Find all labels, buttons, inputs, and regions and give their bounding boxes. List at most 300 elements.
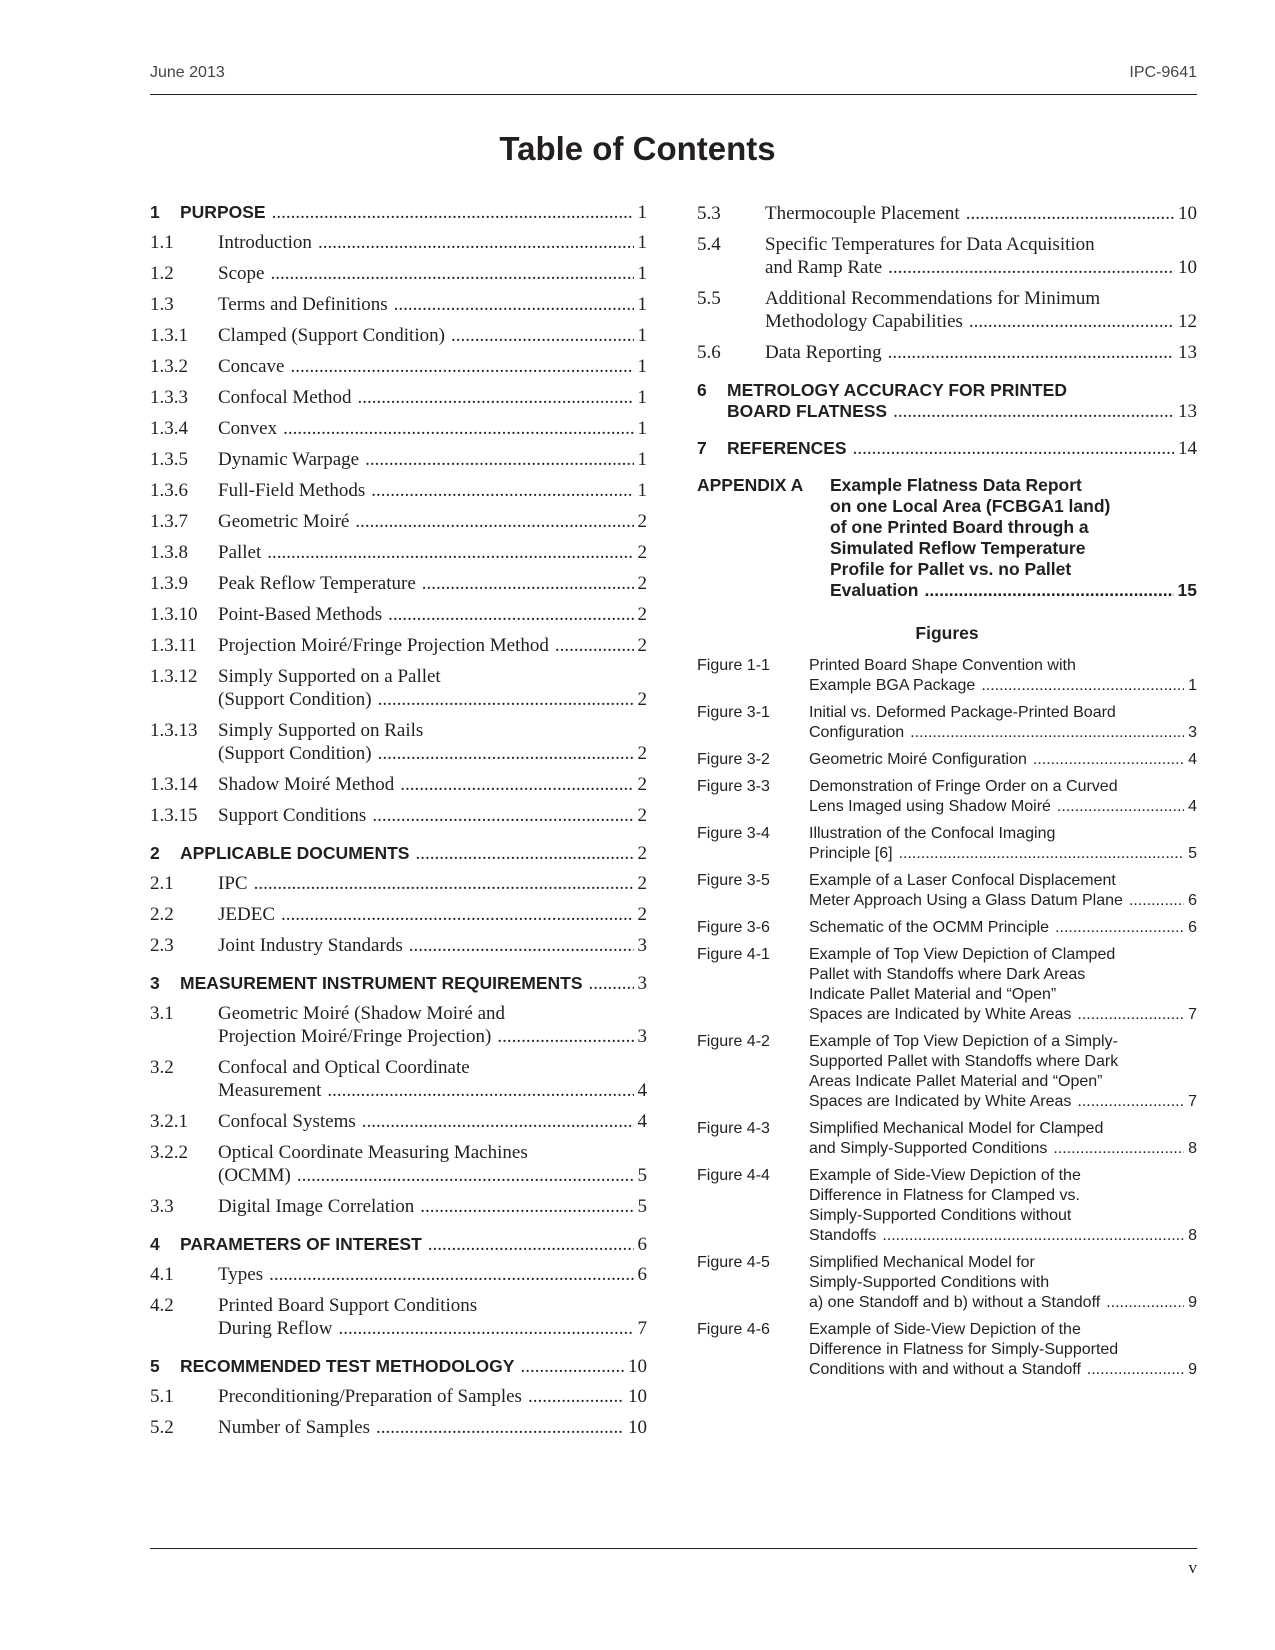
toc-entry-title: Illustration of the Confocal Imaging [809,825,1056,842]
dot-leader [290,355,633,378]
toc-entry-title: Example of a Laser Confocal Displacement [809,872,1116,889]
toc-entry[interactable] [697,1320,1197,1380]
toc-entry-title: MEASUREMENT INSTRUMENT REQUIREMENTS [180,973,583,993]
dot-leader [1077,1005,1184,1025]
toc-entry[interactable] [150,386,647,409]
toc-entry-page: 2 [637,774,647,795]
toc-entry-page: 2 [637,511,647,532]
toc-entry-title: Confocal and Optical Coordinate [218,1057,470,1078]
toc-entry-page: 3 [637,1026,647,1047]
toc-entry[interactable] [697,703,1197,743]
footer-rule [150,1548,1197,1549]
toc-entry-title: Number of Samples [218,1417,370,1438]
toc-entry-number: 1.3.8 [150,542,188,563]
toc-entry-title: of one Printed Board through a [830,517,1089,537]
toc-entry-number: Figure 3-6 [697,919,770,936]
toc-entry-number: 1.3.4 [150,418,188,439]
toc-entry-page: 1 [637,356,647,377]
toc-entry-page: 8 [1188,1140,1197,1157]
toc-entry[interactable] [697,918,1197,938]
toc-entry-title: Geometric Moiré Configuration [809,751,1027,768]
toc-entry-title: Spaces are Indicated by White Areas [809,1093,1072,1110]
toc-entry-number: 6 [697,380,707,400]
dot-leader [270,262,633,285]
toc-entry-number: Figure 3-2 [697,751,770,768]
toc-entry-page: 7 [1188,1006,1197,1023]
toc-entry-title: Confocal Systems [218,1111,356,1132]
toc-entry-page: 1 [637,263,647,284]
toc-entry-page: 2 [637,873,647,894]
toc-entry-page: 14 [1178,438,1197,459]
toc-entry[interactable] [150,355,647,378]
toc-entry[interactable] [697,287,1197,333]
toc-entry-number: Figure 4-6 [697,1321,770,1338]
toc-entry-number: Figure 4-3 [697,1120,770,1137]
toc-entry-number: Figure 4-2 [697,1033,770,1050]
toc-entry[interactable] [150,1263,647,1286]
toc-entry-title: Measurement [218,1080,322,1101]
toc-entry-number: 4.1 [150,1264,174,1285]
dot-leader [297,1164,634,1187]
dot-leader [283,417,633,440]
toc-entry-number: APPENDIX A [697,475,804,495]
toc-entry[interactable] [697,945,1197,1025]
toc-entry-number: 5 [150,1356,160,1376]
dot-leader [589,973,634,994]
toc-entry-number: 1.3.3 [150,387,188,408]
toc-entry-page: 1 [637,449,647,470]
dot-leader [555,634,634,657]
toc-entry-number: 1.3.15 [150,805,198,826]
toc-entry-title: Lens Imaged using Shadow Moiré [809,798,1051,815]
toc-entry-title: Example of Top View Depiction of Clamped [809,946,1116,963]
toc-entry-title: Geometric Moiré (Shadow Moiré and [218,1003,506,1024]
toc-entry-title: (Support Condition) [218,743,372,764]
dot-leader [372,804,633,827]
toc-entry-title: JEDEC [218,904,275,925]
toc-entry-number: 1.1 [150,232,174,253]
toc-entry-number: Figure 4-1 [697,946,770,963]
toc-entry-page: 2 [637,604,647,625]
dot-leader [365,448,633,471]
toc-entry-number: 2 [150,843,160,863]
toc-entry-title: Example Flatness Data Report [830,475,1082,495]
toc-entry-number: 5.2 [150,1417,174,1438]
toc-entry[interactable] [150,479,647,502]
toc-entry-page: 6 [1188,919,1197,936]
dot-leader [267,541,633,564]
toc-entry-title: Simply-Supported Conditions with [809,1274,1050,1291]
dot-leader [362,1110,634,1133]
toc-entry-title: and Simply-Supported Conditions [809,1140,1048,1157]
toc-entry-page: 2 [637,542,647,563]
dot-leader [339,1317,634,1340]
toc-entry-title: Simplified Mechanical Model for [809,1254,1035,1271]
toc-entry-title: Projection Moiré/Fringe Projection Method [218,635,549,656]
toc-entry[interactable] [697,1119,1197,1159]
toc-entry-page: 10 [628,1386,647,1407]
toc-entry-title: Principle [6] [809,845,893,862]
dot-leader [1057,797,1184,817]
dot-leader [981,676,1184,696]
dot-leader [388,603,633,626]
toc-entry-number: 7 [697,438,707,458]
toc-entry-title: Point-Based Methods [218,604,383,625]
toc-entry[interactable] [697,656,1197,696]
toc-entry[interactable] [697,777,1197,817]
toc-entry-title: Areas Indicate Pallet Material and “Open” [809,1073,1103,1090]
toc-entry-title: REFERENCES [727,438,847,458]
toc-entry-title: Support Conditions [218,805,367,826]
toc-entry-page: 4 [1188,798,1197,815]
toc-entry[interactable] [697,475,1197,601]
toc-entry-title: Data Reporting [765,342,882,363]
toc-entry-title: Example BGA Package [809,677,976,694]
toc-entry-title: Digital Image Correlation [218,1196,415,1217]
toc-entry[interactable] [150,603,647,626]
toc-entry[interactable] [150,572,647,595]
toc-entry[interactable] [150,1416,647,1439]
toc-entry[interactable] [697,1253,1197,1313]
toc-entry-title: Evaluation [830,580,919,600]
toc-entry-title: Example of Side-View Depiction of the [809,1321,1081,1338]
toc-entry-title: Indicate Pallet Material and “Open” [809,986,1057,1003]
toc-entry-number: 3.3 [150,1196,174,1217]
toc-entry-page: 10 [1178,203,1197,224]
toc-entry-title: Pallet with Standoffs where Dark Areas [809,966,1086,983]
dot-leader [1055,918,1184,938]
toc-entry[interactable] [150,773,647,796]
toc-entry-title: Thermocouple Placement [765,203,960,224]
toc-entry[interactable] [697,824,1197,864]
toc-entry-page: 10 [1178,257,1197,278]
toc-entry-title: Scope [218,263,265,284]
dot-leader [528,1385,624,1408]
toc-entry-number: 1.3.7 [150,511,188,532]
toc-entry-page: 2 [637,573,647,594]
toc-entry-page: 4 [637,1080,647,1101]
toc-entry[interactable] [697,202,1197,225]
toc-entry-title: Difference in Flatness for Clamped vs. [809,1187,1080,1204]
toc-entry[interactable] [697,1166,1197,1246]
toc-entry[interactable] [150,1195,647,1218]
toc-entry[interactable] [150,1356,647,1377]
toc-entry-title: Projection Moiré/Fringe Projection) [218,1026,492,1047]
toc-entry-page: 2 [637,843,647,864]
toc-entry-title: Confocal Method [218,387,352,408]
toc-entry-number: 1.3.1 [150,325,188,346]
toc-entry[interactable] [150,202,647,223]
dot-leader [969,310,1174,333]
toc-entry[interactable] [150,324,647,347]
toc-entry-title: Additional Recommendations for Minimum [765,288,1101,309]
toc-entry-number: 1.3 [150,294,174,315]
header-date: June 2013 [150,64,225,81]
toc-entry[interactable] [150,231,647,254]
toc-entry[interactable] [697,380,1197,422]
toc-entry[interactable] [150,804,647,827]
toc-entry-number: 5.5 [697,288,721,309]
dot-leader [910,723,1184,743]
toc-entry[interactable] [150,1294,647,1340]
toc-entry-page: 2 [637,635,647,656]
toc-entry-title: Specific Temperatures for Data Acquisition [765,234,1095,255]
toc-entry-page: 3 [637,935,647,956]
toc-entry-title: Simplified Mechanical Model for Clamped [809,1120,1104,1137]
dot-leader [853,438,1174,459]
toc-entry-title: Simply-Supported Conditions without [809,1207,1072,1224]
dot-leader [358,386,634,409]
toc-entry-number: Figure 3-1 [697,704,770,721]
toc-entry-title: Optical Coordinate Measuring Machines [218,1142,528,1163]
toc-entry-title: Schematic of the OCMM Principle [809,919,1050,936]
toc-entry-page: 15 [1177,580,1197,600]
toc-entry-title: (Support Condition) [218,689,372,710]
toc-entry-title: Pallet [218,542,262,563]
toc-entry[interactable] [150,293,647,316]
toc-entry[interactable] [150,448,647,471]
toc-entry[interactable] [150,973,647,994]
toc-entry-title: Supported Pallet with Standoffs where Dark [809,1053,1119,1070]
toc-entry-title: Printed Board Shape Convention with [809,657,1076,674]
toc-entry-title: (OCMM) [218,1165,291,1186]
toc-entry-page: 3 [1188,724,1197,741]
toc-entry-title: Peak Reflow Temperature [218,573,416,594]
toc-entry-page: 6 [1188,892,1197,909]
toc-entry-title: Spaces are Indicated by White Areas [809,1006,1072,1023]
dot-leader [893,401,1174,422]
toc-entry-page: 10 [628,1417,647,1438]
toc-entry-page: 6 [637,1264,647,1285]
toc-entry-number: 1.3.10 [150,604,198,625]
toc-entry[interactable] [150,665,647,711]
dot-leader [1087,1360,1184,1380]
toc-entry-page: 2 [637,743,647,764]
toc-entry-page: 5 [637,1165,647,1186]
toc-entry-page: 1 [637,232,647,253]
toc-entry-number: 5.1 [150,1386,174,1407]
toc-entry-page: 1 [637,325,647,346]
toc-entry-page: 1 [637,202,647,223]
toc-entry[interactable] [697,750,1197,770]
dot-leader [378,742,634,765]
toc-entry[interactable] [150,541,647,564]
toc-entry-title: and Ramp Rate [765,257,883,278]
toc-entry-title: Dynamic Warpage [218,449,360,470]
toc-entry-number: 5.6 [697,342,721,363]
toc-entry-number: 4 [150,1234,160,1254]
toc-entry-page: 6 [637,1234,647,1255]
toc-entry[interactable] [150,1056,647,1102]
toc-entry-title: IPC [218,873,248,894]
toc-entry[interactable] [697,233,1197,279]
toc-entry-page: 5 [637,1196,647,1217]
toc-entry-title: Example of Top View Depiction of a Simply- [809,1033,1118,1050]
toc-entry[interactable] [150,1002,647,1048]
figures-heading: Figures [915,623,979,643]
toc-entry-page: 3 [637,973,647,994]
toc-entry-title: METROLOGY ACCURACY FOR PRINTED [727,380,1067,400]
toc-entry-title: Meter Approach Using a Glass Datum Plane [809,892,1123,909]
toc-entry-number: 1.3.14 [150,774,198,795]
toc-entry-title: RECOMMENDED TEST METHODOLOGY [180,1356,515,1376]
toc-entry-page: 13 [1178,401,1197,422]
header-doc-id: IPC-9641 [1129,64,1197,81]
toc-entry-number: Figure 4-4 [697,1167,770,1184]
toc-entry-title: Types [218,1264,264,1285]
toc-entry-title: Configuration [809,724,905,741]
dot-leader [371,479,633,502]
toc-entry-title: Simulated Reflow Temperature [830,538,1086,558]
toc-entry-title: Shadow Moiré Method [218,774,395,795]
dot-leader [281,903,634,926]
toc-entry-number: 5.3 [697,203,721,224]
toc-entry[interactable] [697,1032,1197,1112]
toc-left-column [150,202,647,1439]
toc-entry[interactable] [150,417,647,440]
toc-entry-title: Preconditioning/Preparation of Samples [218,1386,522,1407]
toc-entry-number: Figure 3-5 [697,872,770,889]
toc-entry-page: 2 [637,904,647,925]
toc-entry-number: 1.2 [150,263,174,284]
toc-entry[interactable] [150,903,647,926]
dot-leader [428,1234,634,1255]
toc-entry-title: Standoffs [809,1227,877,1244]
dot-leader [925,580,1174,601]
toc-entry-page: 12 [1178,311,1197,332]
toc-entry[interactable] [150,634,647,657]
toc-entry-title: Full-Field Methods [218,480,366,501]
toc-entry-title: Demonstration of Fringe Order on a Curved [809,778,1118,795]
toc-entry-page: 4 [1188,751,1197,768]
toc-entry-number: 5.4 [697,234,721,255]
dot-leader [966,202,1174,225]
toc-entry-title: Introduction [218,232,312,253]
dot-leader [318,231,634,254]
toc-entry-title: Printed Board Support Conditions [218,1295,478,1316]
toc-entry-title: Initial vs. Deformed Package-Printed Board [809,704,1116,721]
dot-leader [394,293,634,316]
toc-entry-page: 1 [637,418,647,439]
toc-entry-page: 8 [1188,1227,1197,1244]
toc-entry[interactable] [150,934,647,957]
toc-entry-number: Figure 4-5 [697,1254,770,1271]
toc-entry-number: 2.3 [150,935,174,956]
dot-leader [888,341,1174,364]
toc-entry[interactable] [697,341,1197,364]
dot-leader [1077,1092,1184,1112]
toc-right-column [697,202,1197,1380]
toc-entry-number: 1 [150,202,160,222]
toc-entry[interactable] [150,1141,647,1187]
toc-entry-title: Geometric Moiré [218,511,350,532]
dot-leader [376,1416,624,1439]
toc-entry-title: Joint Industry Standards [218,935,403,956]
dot-leader [1033,750,1184,770]
toc-entry-number: 1.3.5 [150,449,188,470]
dot-leader [378,688,634,711]
dot-leader [1106,1293,1184,1313]
dot-leader [451,324,634,347]
dot-leader [415,843,633,864]
dot-leader [497,1025,633,1048]
dot-leader [520,1356,624,1377]
toc-entry-title: Example of Side-View Depiction of the [809,1167,1081,1184]
toc-entry-page: 9 [1188,1294,1197,1311]
toc-entry-number: 2.1 [150,873,174,894]
toc-entry[interactable] [150,262,647,285]
dot-leader [899,844,1185,864]
toc-entry-number: 3.2.1 [150,1111,188,1132]
toc-entry-number: 1.3.6 [150,480,188,501]
toc-entry-title: Clamped (Support Condition) [218,325,445,346]
dot-leader [422,572,634,595]
dot-leader [409,934,634,957]
toc-entry-title: Simply Supported on Rails [218,720,424,741]
toc-entry[interactable] [150,1385,647,1408]
toc-entry[interactable] [150,1110,647,1133]
dot-leader [269,1263,633,1286]
toc-entry-title: PARAMETERS OF INTEREST [180,1234,422,1254]
toc-entry-title: Convex [218,418,278,439]
toc-entry[interactable] [150,510,647,533]
toc-entry-page: 4 [637,1111,647,1132]
toc-entry-number: 3 [150,973,160,993]
toc-entry-number: 3.1 [150,1003,174,1024]
toc-entry[interactable] [150,719,647,765]
toc-entry-title: APPLICABLE DOCUMENTS [180,843,410,863]
toc-entry-page: 9 [1188,1361,1197,1378]
dot-leader [888,256,1174,279]
toc-entry-page: 1 [637,294,647,315]
toc-entry[interactable] [150,843,647,864]
dot-leader [882,1226,1184,1246]
toc-entry-number: 1.3.9 [150,573,188,594]
toc-entry-title: a) one Standoff and b) without a Standoff [809,1294,1101,1311]
page-number: v [1188,1558,1197,1577]
toc-entry-number: Figure 3-4 [697,825,770,842]
dot-leader [1129,891,1184,911]
toc-entry[interactable] [697,871,1197,911]
toc-entry-number: Figure 1-1 [697,657,770,674]
toc-entry-number: 1.3.13 [150,720,198,741]
toc-entry-title: BOARD FLATNESS [727,401,888,421]
toc-entry-page: 5 [1188,845,1197,862]
toc-entry[interactable] [697,438,1197,459]
toc-entry-number: 3.2.2 [150,1142,188,1163]
toc-entry-page: 7 [637,1318,647,1339]
toc-entry-title: Difference in Flatness for Simply-Supported [809,1341,1119,1358]
toc-entry[interactable] [150,1234,647,1255]
toc-entry-number: 1.3.2 [150,356,188,377]
toc-entry-number: 1.3.12 [150,666,198,687]
dot-leader [1053,1139,1184,1159]
toc-entry-title: Conditions with and without a Standoff [809,1361,1081,1378]
dot-leader [420,1195,633,1218]
page-title: Table of Contents [499,130,776,167]
toc-entry-page: 1 [1188,677,1197,694]
toc-entry-page: 1 [637,480,647,501]
toc-entry-page: 7 [1188,1093,1197,1110]
toc-entry-title: During Reflow [218,1318,333,1339]
dot-leader [400,773,633,796]
toc-entry[interactable] [150,872,647,895]
toc-entry-page: 13 [1178,342,1197,363]
page-header [150,64,1197,95]
toc-entry-number: 1.3.11 [150,635,197,656]
toc-entry-number: 4.2 [150,1295,174,1316]
dot-leader [355,510,633,533]
